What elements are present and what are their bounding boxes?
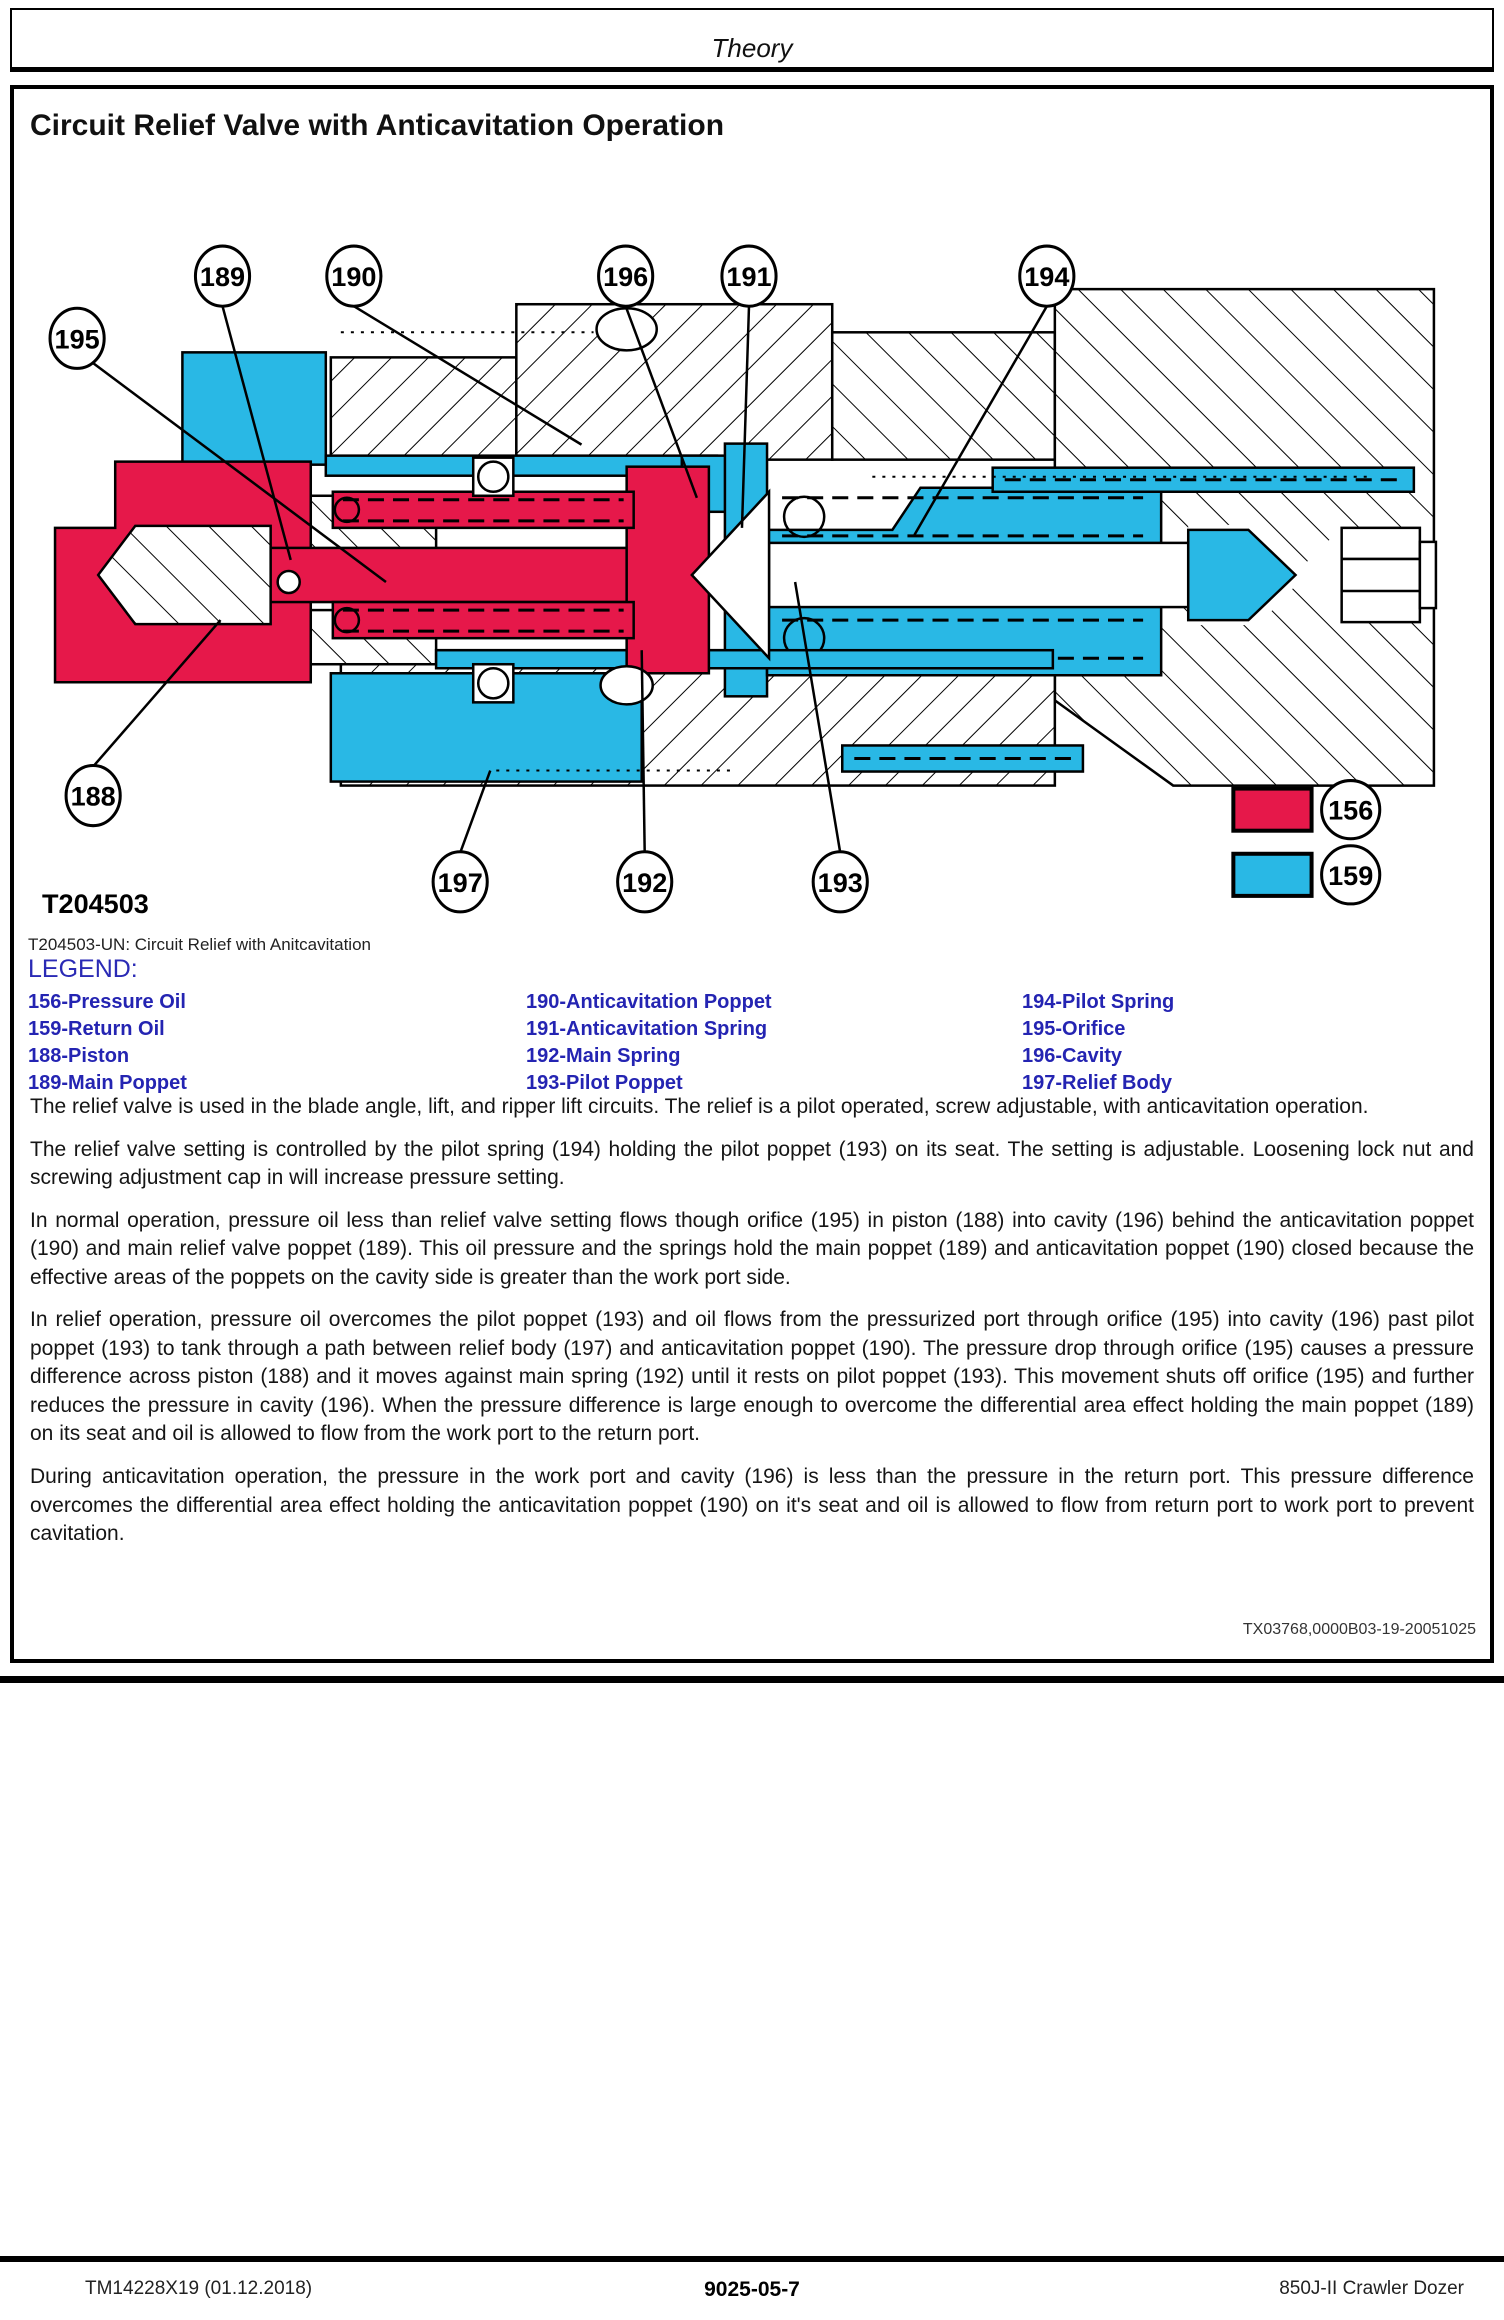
callout-197 (433, 852, 487, 912)
document-code: TX03768,0000B03-19-20051025 (1242, 1621, 1476, 1638)
legend-item: 188-Piston (28, 1045, 130, 1067)
svg-text:192: 192 (622, 866, 668, 898)
legend-item: 195-Orifice (1022, 1018, 1126, 1040)
valve-cross-section-diagram (40, 229, 1464, 931)
svg-text:191: 191 (726, 261, 772, 293)
callout-196 (599, 246, 653, 306)
orifice (278, 571, 300, 593)
pressure-oil-swatch (1233, 781, 1379, 839)
legend-item: 197-Relief Body (1022, 1072, 1173, 1094)
piston (98, 526, 300, 624)
legend-heading: LEGEND: (28, 955, 138, 983)
paragraph-2: The relief valve setting is controlled by the pilot spring (194) holding the pilot poppet (193) on its seat. The setting is adjustable. Loosening lock nut and screwing adjustment cap in will increase pressure setting. (30, 1137, 1474, 1190)
svg-text:190: 190 (331, 261, 377, 293)
svg-text:188: 188 (70, 780, 116, 812)
return-oil-swatch (1233, 846, 1379, 904)
svg-text:197: 197 (437, 866, 483, 898)
content-box (10, 85, 1494, 1663)
legend-column-3 (1022, 989, 1174, 1097)
page-header-title: Theory (711, 33, 793, 63)
figure (40, 229, 1464, 931)
section-divider-rule (0, 1676, 1504, 1683)
footer-rule (0, 2256, 1504, 2262)
paragraph-3: In normal operation, pressure oil less than relief valve setting flows though orifice (195) in piston (188) into cavity (196) behind the anticavitation poppet (190) and main relief valve poppet (189). This oil pressure and the springs hold the main poppet (189) and anticavitation poppet (190) closed because the effective areas of the poppets on the cavity side is greater than the work port side. (30, 1208, 1474, 1289)
section-title: Circuit Relief Valve with Anticavitation Operation (30, 109, 725, 142)
legend-item: 193-Pilot Poppet (526, 1072, 683, 1094)
legend-item: 191-Anticavitation Spring (526, 1018, 768, 1040)
page-header-box (10, 8, 1494, 72)
footer-model-name: 850J-II Crawler Dozer (1279, 2278, 1464, 2299)
callout-192 (618, 852, 672, 912)
callout-188 (66, 766, 120, 826)
svg-text:189: 189 (199, 261, 246, 293)
callout-189 (195, 246, 249, 306)
legend-item: 189-Main Poppet (28, 1072, 187, 1094)
callout-195 (50, 308, 104, 368)
paragraph-4: In relief operation, pressure oil overcomes the pilot poppet (193) and oil flows from the pressurized port through orifice (195) into cavity (196) past pilot poppet (193) to tank through a path between relief body (197) and anticavitation poppet (190). The pressure drop through orifice (195) causes a pressure difference across piston (188) and it moves against main spring (192) until it rests on pilot poppet (193). This movement shuts off orifice (195) and further reduces the pressure in cavity (196). When the pressure difference is large enough to overcome the differential area effect holding the main poppet (189) on its seat and oil is allowed to flow from the work port to the return port. (30, 1308, 1474, 1446)
svg-text:196: 196 (603, 261, 649, 293)
svg-text:195: 195 (54, 323, 100, 355)
paragraph-5: During anticavitation operation, the pressure in the work port and cavity (196) is less than the pressure in the return port. This pressure difference overcomes the differential area effect holding the anticavitation poppet (190) on it's seat and oil is allowed to flow from return port to work port to prevent cavitation. (30, 1465, 1474, 1546)
paragraph-1: The relief valve is used in the blade angle, lift, and ripper lift circuits. The relief is a pilot operated, screw adjustable, with anticavitation operation. (30, 1095, 1369, 1118)
legend-column-1 (28, 989, 187, 1097)
legend-item: 156-Pressure Oil (28, 991, 186, 1013)
figure-caption: T204503-UN: Circuit Relief with Anitcavitation (28, 935, 371, 954)
legend-item: 194-Pilot Spring (1022, 991, 1175, 1013)
legend-column-2 (526, 989, 772, 1097)
callout-191 (722, 246, 776, 306)
legend-item: 190-Anticavitation Poppet (526, 991, 772, 1013)
callout-194 (1020, 246, 1074, 306)
figure-id-label: T204503 (42, 887, 149, 919)
legend-item: 192-Main Spring (526, 1045, 681, 1067)
svg-text:194: 194 (1024, 261, 1070, 293)
svg-text:193: 193 (817, 866, 863, 898)
callout-190 (327, 246, 381, 306)
footer-manual-number: TM14228X19 (01.12.2018) (85, 2278, 313, 2299)
footer-page-number: 9025-05-7 (704, 2278, 800, 2301)
svg-text:159: 159 (1328, 859, 1374, 891)
svg-text:156: 156 (1328, 794, 1374, 826)
legend-item: 159-Return Oil (28, 1018, 165, 1040)
callout-193 (813, 852, 867, 912)
legend-item: 196-Cavity (1022, 1045, 1123, 1067)
body-text (30, 1093, 1474, 1563)
